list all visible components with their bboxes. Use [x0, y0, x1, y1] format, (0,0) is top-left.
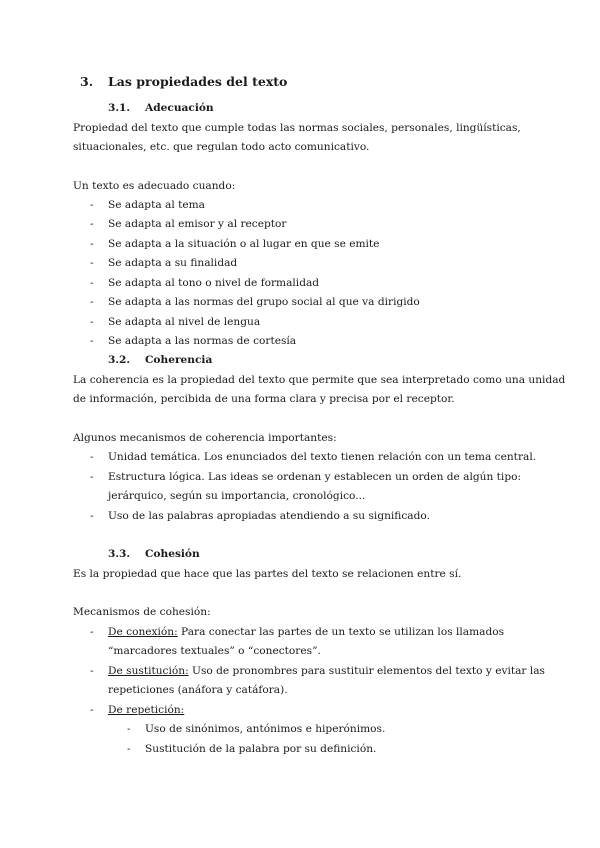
- adecuacion-item: Se adapta al nivel de lengua: [108, 316, 261, 328]
- repeticion-sub-item: Uso de sinónimos, antónimos e hiperónimos.: [145, 723, 386, 735]
- adecuacion-item: Se adapta a la situación o al lugar en que se emite: [108, 238, 380, 250]
- cohesion-item-sustitucion-line-2: repeticiones (anáfora y catáfora).: [108, 684, 288, 696]
- coherencia-intro: Algunos mecanismos de coherencia importantes:: [73, 432, 337, 444]
- list-dash: -: [90, 316, 94, 328]
- list-dash: -: [90, 510, 94, 522]
- adecuacion-item: Se adapta al tema: [108, 199, 205, 211]
- coherencia-item-unidad: Unidad temática. Los enunciados del texto tienen relación con un tema central.: [108, 451, 537, 463]
- adecuacion-item: Se adapta a las normas del grupo social al que va dirigido: [108, 296, 420, 308]
- subsection-3-2-title: Coherencia: [145, 354, 213, 366]
- subsection-3-1-number: 3.1.: [108, 102, 131, 114]
- cohesion-item-sustitucion-line-1: [108, 664, 545, 678]
- cohesion-item-conexion-line-2: “marcadores textuales” o “conectores”.: [108, 645, 321, 657]
- sub-list-dash: -: [127, 743, 131, 755]
- conexion-text: Para conectar las partes de un texto se utilizan los llamados: [177, 626, 505, 638]
- list-dash: -: [90, 277, 94, 289]
- adecuacion-item: Se adapta al tono o nivel de formalidad: [108, 277, 320, 289]
- sustitucion-text: Uso de pronombres para sustituir elementos del texto y evitar las: [188, 665, 545, 677]
- list-dash: -: [90, 296, 94, 308]
- list-dash: -: [90, 704, 94, 716]
- list-dash: -: [90, 451, 94, 463]
- list-dash: -: [90, 665, 94, 677]
- list-dash: -: [90, 471, 94, 483]
- list-dash: -: [90, 626, 94, 638]
- subsection-3-1-title: Adecuación: [145, 102, 214, 114]
- coherencia-definition-line-1: La coherencia es la propiedad del texto que permite que sea interpretado como una unidad: [73, 374, 566, 386]
- list-dash: -: [90, 257, 94, 269]
- conexion-label: De conexión:: [108, 626, 178, 638]
- subsection-3-3-number: 3.3.: [108, 548, 131, 560]
- coherencia-item-palabras: Uso de las palabras apropiadas atendiendo a su significado.: [108, 510, 430, 522]
- section-3-title: Las propiedades del texto: [108, 74, 288, 89]
- coherencia-item-estructura-line-2: jerárquico, según su importancia, cronológico...: [108, 490, 366, 502]
- adecuacion-item: Se adapta a su finalidad: [108, 257, 238, 269]
- cohesion-intro: Mecanismos de cohesión:: [73, 606, 211, 618]
- adecuacion-item: Se adapta a las normas de cortesía: [108, 335, 297, 347]
- cohesion-definition: Es la propiedad que hace que las partes del texto se relacionen entre sí.: [73, 568, 462, 580]
- adecuacion-definition-line-2: situacionales, etc. que regulan todo acto comunicativo.: [73, 141, 370, 153]
- list-dash: -: [90, 218, 94, 230]
- subsection-3-3-title: Cohesión: [145, 548, 200, 560]
- list-dash: -: [90, 238, 94, 250]
- adecuacion-item: Se adapta al emisor y al receptor: [108, 218, 287, 230]
- repeticion-label: De repetición:: [108, 704, 185, 716]
- subsection-3-2-number: 3.2.: [108, 354, 131, 366]
- list-dash: -: [90, 199, 94, 211]
- adecuacion-intro: Un texto es adecuado cuando:: [73, 180, 236, 192]
- adecuacion-definition-line-1: Propiedad del texto que cumple todas las normas sociales, personales, lingüísticas,: [73, 122, 521, 134]
- sub-list-dash: -: [127, 723, 131, 735]
- cohesion-item-conexion-line-1: [108, 625, 504, 639]
- coherencia-item-estructura-line-1: Estructura lógica. Las ideas se ordenan y establecen un orden de algún tipo:: [108, 471, 522, 483]
- sustitucion-label: De sustitución:: [108, 665, 189, 677]
- section-3-number: 3.: [80, 74, 94, 89]
- list-dash: -: [90, 335, 94, 347]
- coherencia-definition-line-2: de información, percibida de una forma clara y precisa por el receptor.: [73, 393, 455, 405]
- repeticion-sub-item: Sustitución de la palabra por su definición.: [145, 743, 377, 755]
